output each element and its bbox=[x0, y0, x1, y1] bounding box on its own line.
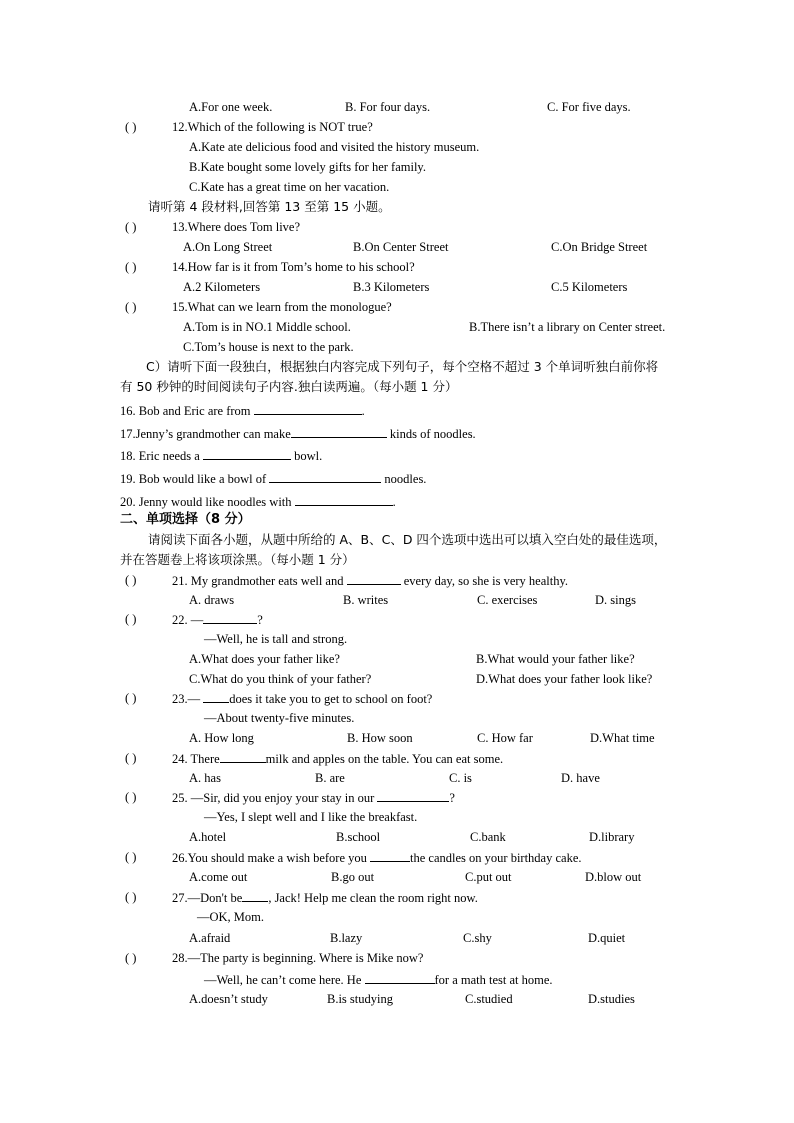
q26-answer-parens[interactable]: ( ) bbox=[125, 850, 137, 864]
q15-stem: 15.What can we learn from the monologue? bbox=[172, 300, 392, 314]
q25-blank bbox=[377, 789, 449, 802]
q26-option-d: D.blow out bbox=[585, 870, 642, 884]
q27-reply: —OK, Mom. bbox=[197, 910, 265, 924]
q25-option-d: D.library bbox=[589, 830, 635, 844]
fill-blank-18[interactable] bbox=[203, 447, 291, 460]
q22-option-a: A.What does your father like? bbox=[189, 652, 340, 666]
q21-blank bbox=[347, 572, 401, 585]
q21-option-b: B. writes bbox=[343, 593, 389, 607]
q15-option-b: B.There isn’t a library on Center street. bbox=[469, 320, 666, 334]
q14-option-c: C.5 Kilometers bbox=[551, 280, 628, 294]
q24-option-c: C. is bbox=[449, 771, 472, 785]
q24-answer-parens[interactable]: ( ) bbox=[125, 751, 137, 765]
q28-reply: —Well, he can’t come here. He for a math test at home. bbox=[204, 973, 553, 987]
partc-instruction-line2: 有 50 秒钟的时间阅读句子内容.独白读两遍。（每小题 1 分） bbox=[120, 379, 458, 394]
q15-answer-parens[interactable]: ( ) bbox=[125, 300, 137, 314]
q21-answer-parens[interactable]: ( ) bbox=[125, 573, 137, 587]
q22-blank bbox=[203, 611, 257, 624]
q24-blank bbox=[220, 750, 266, 763]
q26-option-c: C.put out bbox=[465, 870, 512, 884]
fill-blank-20[interactable] bbox=[295, 493, 393, 506]
q25-stem: 25. —Sir, did you enjoy your stay in our ? bbox=[172, 791, 455, 805]
q27-option-c: C.shy bbox=[463, 931, 492, 945]
q21-option-c: C. exercises bbox=[477, 593, 538, 607]
q23-blank bbox=[203, 690, 229, 703]
q26-blank bbox=[370, 849, 410, 862]
q25-option-c: C.bank bbox=[470, 830, 506, 844]
q13-answer-parens[interactable]: ( ) bbox=[125, 220, 137, 234]
q24-option-a: A. has bbox=[189, 771, 221, 785]
q23-option-c: C. How far bbox=[477, 731, 533, 745]
q21-option-d: D. sings bbox=[595, 593, 636, 607]
partc-instruction-line1: C）请听下面一段独白，根据独白内容完成下列句子，每个空格不超过 3 个单词听独白前你将 bbox=[146, 359, 659, 374]
q15-option-a: A.Tom is in NO.1 Middle school. bbox=[183, 320, 351, 334]
q23-stem: 23.— does it take you to get to school on foot? bbox=[172, 692, 433, 706]
q15-option-c: C.Tom’s house is next to the park. bbox=[183, 340, 354, 354]
q23-answer-parens[interactable]: ( ) bbox=[125, 691, 137, 705]
q25-option-b: B.school bbox=[336, 830, 381, 844]
q13-stem: 13.Where does Tom live? bbox=[172, 220, 301, 234]
q28-option-b: B.is studying bbox=[327, 992, 393, 1006]
q22-option-b: B.What would your father like? bbox=[476, 652, 635, 666]
q27-answer-parens[interactable]: ( ) bbox=[125, 890, 137, 904]
q22-answer-parens[interactable]: ( ) bbox=[125, 612, 137, 626]
q25-option-a: A.hotel bbox=[189, 830, 227, 844]
fill-item-17: 17.Jenny’s grandmother can make kinds of noodles. bbox=[120, 427, 476, 441]
fill-item-19: 19. Bob would like a bowl of noodles. bbox=[120, 472, 427, 486]
section2-instruction-line2: 并在答题卷上将该项涂黑。（每小题 1 分） bbox=[120, 552, 355, 567]
q23-option-d: D.What time bbox=[590, 731, 655, 745]
q26-option-a: A.come out bbox=[189, 870, 248, 884]
q24-option-b: B. are bbox=[315, 771, 345, 785]
q12-option-a: A.Kate ate delicious food and visited the history museum. bbox=[189, 140, 480, 154]
q27-blank bbox=[242, 889, 268, 902]
q23-reply: —About twenty-five minutes. bbox=[204, 711, 355, 725]
fill-item-20: 20. Jenny would like noodles with . bbox=[120, 495, 396, 509]
fill-item-16: 16. Bob and Eric are from . bbox=[120, 404, 365, 418]
q11-option-c: C. For five days. bbox=[547, 100, 631, 114]
q28-blank bbox=[365, 971, 435, 984]
q28-option-a: A.doesn’t study bbox=[189, 992, 268, 1006]
q13-option-a: A.On Long Street bbox=[183, 240, 273, 254]
q13-option-b: B.On Center Street bbox=[353, 240, 449, 254]
q22-option-c: C.What do you think of your father? bbox=[189, 672, 372, 686]
q27-option-d: D.quiet bbox=[588, 931, 626, 945]
q24-option-d: D. have bbox=[561, 771, 600, 785]
q21-stem: 21. My grandmother eats well and every day, so she is very healthy. bbox=[172, 574, 569, 588]
q14-option-b: B.3 Kilometers bbox=[353, 280, 430, 294]
section2-title: 二、单项选择（8 分） bbox=[120, 512, 251, 527]
q23-option-b: B. How soon bbox=[347, 731, 413, 745]
section2-instruction-line1: 请阅读下面各小题，从题中所给的 A、B、C、D 四个选项中选出可以填入空白处的最佳选项， bbox=[148, 532, 667, 547]
fill-blank-16[interactable] bbox=[254, 402, 362, 415]
q27-option-a: A.afraid bbox=[189, 931, 231, 945]
q14-option-a: A.2 Kilometers bbox=[183, 280, 261, 294]
q26-option-b: B.go out bbox=[331, 870, 375, 884]
q14-stem: 14.How far is it from Tom’s home to his school? bbox=[172, 260, 415, 274]
q27-stem: 27.—Don't be , Jack! Help me clean the room right now. bbox=[172, 891, 478, 905]
q24-stem: 24. There milk and apples on the table. You can eat some. bbox=[172, 752, 504, 766]
q25-reply: —Yes, I slept well and I like the breakfast. bbox=[204, 810, 418, 824]
q25-answer-parens[interactable]: ( ) bbox=[125, 790, 137, 804]
q21-option-a: A. draws bbox=[189, 593, 235, 607]
q28-option-c: C.studied bbox=[465, 992, 513, 1006]
q26-stem: 26.You should make a wish before you the candles on your birthday cake. bbox=[172, 851, 582, 865]
q12-stem: 12.Which of the following is NOT true? bbox=[172, 120, 373, 134]
q23-option-a: A. How long bbox=[189, 731, 254, 745]
q12-option-b: B.Kate bought some lovely gifts for her family. bbox=[189, 160, 426, 174]
q14-answer-parens[interactable]: ( ) bbox=[125, 260, 137, 274]
q22-stem: 22. — ? bbox=[172, 613, 263, 627]
q12-option-c: C.Kate has a great time on her vacation. bbox=[189, 180, 390, 194]
q28-option-d: D.studies bbox=[588, 992, 635, 1006]
q22-reply: —Well, he is tall and strong. bbox=[204, 632, 348, 646]
q28-answer-parens[interactable]: ( ) bbox=[125, 951, 137, 965]
fill-blank-19[interactable] bbox=[269, 470, 381, 483]
fill-blank-17[interactable] bbox=[291, 425, 387, 438]
q22-option-d: D.What does your father look like? bbox=[476, 672, 653, 686]
q11-option-b: B. For four days. bbox=[345, 100, 431, 114]
q13-option-c: C.On Bridge Street bbox=[551, 240, 648, 254]
q11-option-a: A.For one week. bbox=[189, 100, 273, 114]
section4-intro: 请听第 4 段材料,回答第 13 至第 15 小题。 bbox=[148, 199, 391, 214]
fill-item-18: 18. Eric needs a bowl. bbox=[120, 449, 323, 463]
q12-answer-parens[interactable]: ( ) bbox=[125, 120, 137, 134]
q27-option-b: B.lazy bbox=[330, 931, 363, 945]
q28-stem: 28.—The party is beginning. Where is Mike now? bbox=[172, 951, 424, 965]
